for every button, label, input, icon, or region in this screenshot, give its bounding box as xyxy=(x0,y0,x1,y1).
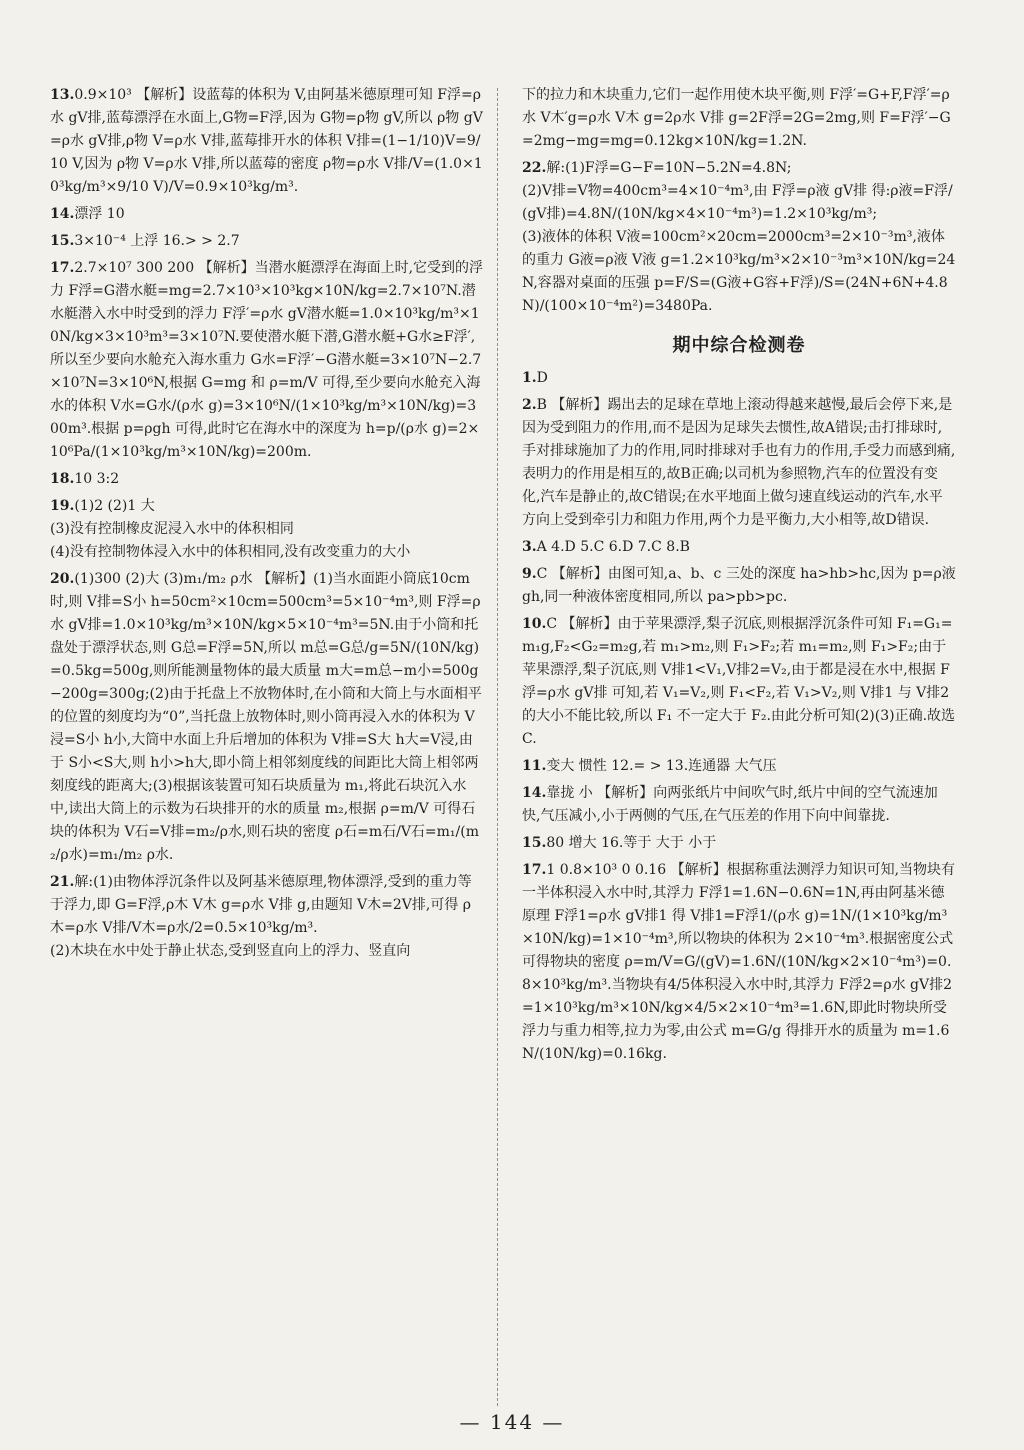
answer-21: 21.解:(1)由物体浮沉条件以及阿基米德原理,物体漂浮,受到的重力等于浮力,即 G=F浮,ρ木 V木 g=ρ水 V排 g,由题知 V木=2V排,可得 ρ木=ρ水 V排/V木=ρ水/2=0.5×10³kg/m³. (2)木块在水中处于静止状态,受到竖直向上的浮力、竖直向 xyxy=(50,874,472,959)
answer-20: 20.(1)300 (2)大 (3)m₁/m₂ ρ水 【解析】(1)当水面距小筒底10cm时,则 V排=S小 h=50cm²×10cm=500cm³=5×10⁻⁴m³,则 F浮=ρ水 gV排=1.0×10³kg/m³×10N/kg×5×10⁻⁴m³=5N.由于小筒和托盘处于漂浮状态,则 G总=F浮=5N,所以 m总=G总/g=5N/(10N/kg)=0.5kg=500g,则所能测量物体的最大质量 m大=m总−m小=500g−200g=300g;(2)由于托盘上不放物体时,在小筒和大筒上与水面相平的位置的刻度均为“0”,当托盘上放物体时,则小筒再浸入水的体积为 V浸=S小 h小,大筒中水面上升后增加的体积为 V排=S大 h大=V浸,由于 S小<S大,则 h小>h大,即小筒上相邻刻度线的间距比大筒上相邻两刻度线的距离大;(3)根据该装置可知石块质量为 m₁,将此石块沉入水中,读出大筒上的示数为石块排开的水的质量 m₂,根据 ρ=m/V 可得石块的体积为 V石=V排=m₂/ρ水,则石块的密度 ρ石=m石/V石=m₁/(m₂/ρ水)=m₁/m₂ ρ水. xyxy=(50,571,482,863)
answer-19: 19.(1)2 (2)1 大 (3)没有控制橡皮泥浸入水中的体积相同 (4)没有控制物体浸入水中的体积相同,没有改变重力的大小 xyxy=(50,498,411,560)
answer-22: 22.解:(1)F浮=G−F=10N−5.2N=4.8N; (2)V排=V物=400cm³=4×10⁻⁴m³,由 F浮=ρ液 gV排 得:ρ液=F浮/(gV排)=4.8N/(10N/kg×4×10⁻⁴m³)=1.2×10³kg/m³; (3)液体的体积 V液=100cm²×20cm=2000cm³=2×10⁻³m³,液体的重力 G液=ρ液 V液 g=1.2×10³kg/m³×2×10⁻³m³×10N/kg=24N,容器对桌面的压强 p=F/S=(G液+G容+F浮)/S=(24N+6N+4.8N)/(100×10⁻⁴m²)=3480Pa. xyxy=(522,160,956,314)
midterm-answer-15-16: 15.80 增大 16.等于 大于 小于 xyxy=(522,835,717,851)
midterm-answer-17: 17.1 0.8×10³ 0 0.16 【解析】根据称重法测浮力知识可知,当物块有一半体积浸入水中时,其浮力 F浮1=1.6N−0.6N=1N,再由阿基米德原理 F浮1=ρ水 gV排1 得 V排1=F浮1/(ρ水 g)=1N/(1×10³kg/m³×10N/kg)=1×10⁻⁴m³,所以物块的体积为 2×10⁻⁴m³.根据密度公式可得物块的密度 ρ=m/V=G/(gV)=1.6N/(10N/kg×2×10⁻⁴m³)=0.8×10³kg/m³.当物块有4/5体积浸入水中时,其浮力 F浮2=ρ水 gV排2=1×10³kg/m³×10N/kg×4/5×2×10⁻⁴m³=1.6N,即此时物块所受浮力与重力相等,拉力为零,由公式 m=G/g 得排开水的质量为 m=1.6N/(10N/kg)=0.16kg. xyxy=(522,862,956,1062)
left-column xyxy=(50,84,484,967)
column-divider xyxy=(497,88,498,1406)
midterm-answer-14: 14.靠拢 小 【解析】向两张纸片中间吹气时,纸片中间的空气流速加快,气压减小,小于两侧的气压,在气压差的作用下向中间靠拢. xyxy=(522,785,938,824)
answer-21-continued: 下的拉力和木块重力,它们一起作用使木块平衡,则 F浮′=G+F,F浮′=ρ水 V木′g=ρ水 V木 g=2ρ水 V排 g=2F浮=2G=2mg,则 F=F浮′−G=2mg−mg=mg=0.12kg×10N/kg=1.2N. xyxy=(522,87,951,149)
answer-14: 14.漂浮 10 xyxy=(50,206,125,222)
midterm-answer-1: 1.D xyxy=(522,370,548,386)
midterm-answer-11-13: 11.变大 惯性 12.= > 13.连通器 大气压 xyxy=(522,758,777,774)
right-column xyxy=(522,84,961,1070)
answer-15: 15.3×10⁻⁴ 上浮 16.> > 2.7 xyxy=(50,233,240,249)
page-number: — 144 — xyxy=(459,1410,565,1434)
answer-18: 18.10 3:2 xyxy=(50,471,120,487)
midterm-answer-3-8: 3.A 4.D 5.C 6.D 7.C 8.B xyxy=(522,539,690,555)
midterm-answer-10: 10.C 【解析】由于苹果漂浮,梨子沉底,则根据浮沉条件可知 F₁=G₁=m₁g,F₂<G₂=m₂g,若 m₁>m₂,则 F₁>F₂;若 m₁=m₂,则 F₁>F₂;由于苹果漂浮,梨子沉底,则 V排1<V₁,V排2=V₂,由于都是浸在水中,根据 F浮=ρ水 gV排 可知,若 V₁=V₂,则 F₁<F₂,若 V₁>V₂,则 V排1 与 V排2 的大小不能比较,所以 F₁ 不一定大于 F₂.由此分析可知(2)(3)正确.故选C. xyxy=(522,616,956,747)
midterm-answer-2: 2.B 【解析】踢出去的足球在草地上滚动得越来越慢,最后会停下来,是因为受到阻力的作用,而不是因为足球失去惯性,故A错误;击打排球时,手对排球施加了力的作用,同时排球对手也有力的作用,手受力而感到痛,表明力的作用是相互的,故B正确;以司机为参照物,汽车的位置没有变化,汽车是静止的,故C错误;在水平地面上做匀速直线运动的汽车,水平方向上受到牵引力和阻力作用,两个力是平衡力,大小相等,故D错误. xyxy=(522,397,956,528)
section-title: 期中综合检测卷 xyxy=(672,335,806,356)
answer-17: 17.2.7×10⁷ 300 200 【解析】当潜水艇漂浮在海面上时,它受到的浮力 F浮=G潜水艇=mg=2.7×10³×10³kg×10N/kg=2.7×10⁷N.潜水艇潜入水中时受到的浮力 F浮′=ρ水 gV潜水艇=1.0×10³kg/m³×10N/kg×3×10³m³=3×10⁷N.要使潜水艇下潜,G潜水艇+G水≥F浮′,所以至少要向水舱充入海水重力 G水=F浮′−G潜水艇=3×10⁷N−2.7×10⁷N=3×10⁶N,根据 G=mg 和 ρ=m/V 可得,至少要向水舱充入海水的体积 V水=G水/(ρ水 g)=3×10⁶N/(1×10³kg/m³×10N/kg)=300m³.根据 p=ρgh 可得,此时它在海水中的深度为 h=p/(ρ水 g)=2×10⁶Pa/(1×10³kg/m³×10N/kg)=200m. xyxy=(50,260,484,460)
answer-13: 13.0.9×10³ 【解析】设蓝莓的体积为 V,由阿基米德原理可知 F浮=ρ水 gV排,蓝莓漂浮在水面上,G物=F浮,因为 G物=ρ物 gV,所以 ρ物 gV=ρ水 gV排,ρ物 V=ρ水 V排,蓝莓排开水的体积 V排=(1−1/10)V=9/10 V,因为 ρ物 V=ρ水 V排,所以蓝莓的密度 ρ物=ρ水 V排/V=(1.0×10³kg/m³×9/10 V)/V=0.9×10³kg/m³. xyxy=(50,87,483,195)
midterm-answer-9: 9.C 【解析】由图可知,a、b、c 三处的深度 ha>hb>hc,因为 p=ρ液 gh,同一种液体密度相同,所以 pa>pb>pc. xyxy=(522,566,961,605)
